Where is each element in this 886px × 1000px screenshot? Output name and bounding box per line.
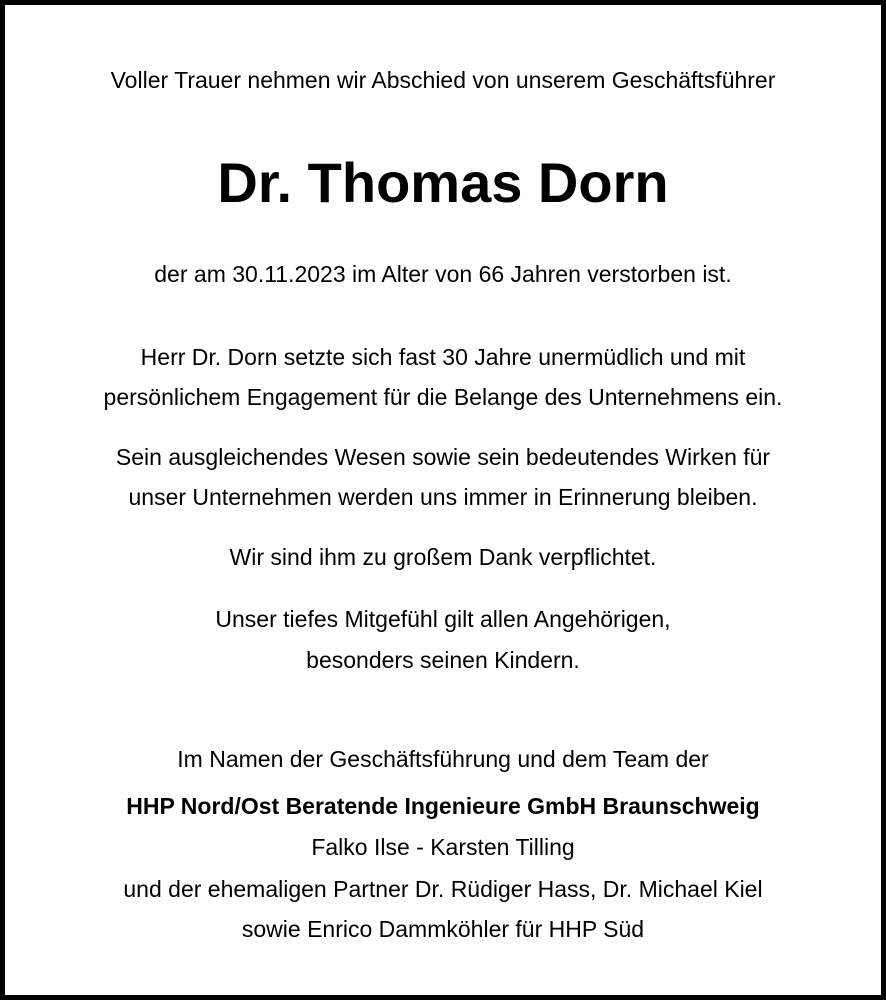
on-behalf-line: Im Namen der Geschäftsführung und dem Team der — [177, 746, 709, 772]
south-line: sowie Enrico Dammköhler für HHP Süd — [241, 916, 645, 942]
managers-line: Falko Ilse - Karsten Tilling — [311, 834, 575, 860]
company-name: HHP Nord/Ost Beratende Ingenieure GmbH Braunschweig — [126, 793, 760, 819]
condolence-line-2: besonders seinen Kindern. — [306, 647, 580, 673]
tribute-line-2: persönlichem Engagement für die Belange des Unternehmens ein. — [103, 384, 783, 410]
deceased-name: Dr. Thomas Dorn — [217, 151, 669, 214]
condolence-line-1: Unser tiefes Mitgefühl gilt allen Angehörigen, — [215, 606, 671, 632]
tribute-line-4: unser Unternehmen werden uns immer in Erinnerung bleiben. — [128, 484, 758, 510]
death-date-line: der am 30.11.2023 im Alter von 66 Jahren verstorben ist. — [154, 261, 732, 287]
tribute-line-3: Sein ausgleichendes Wesen sowie sein bedeutendes Wirken für — [115, 444, 771, 470]
gratitude-line: Wir sind ihm zu großem Dank verpflichtet. — [229, 544, 657, 570]
partners-line: und der ehemaligen Partner Dr. Rüdiger Hass, Dr. Michael Kiel — [123, 876, 763, 902]
intro-text: Voller Trauer nehmen wir Abschied von unserem Geschäftsführer — [110, 67, 776, 93]
tribute-line-1: Herr Dr. Dorn setzte sich fast 30 Jahre unermüdlich und mit — [140, 344, 746, 370]
